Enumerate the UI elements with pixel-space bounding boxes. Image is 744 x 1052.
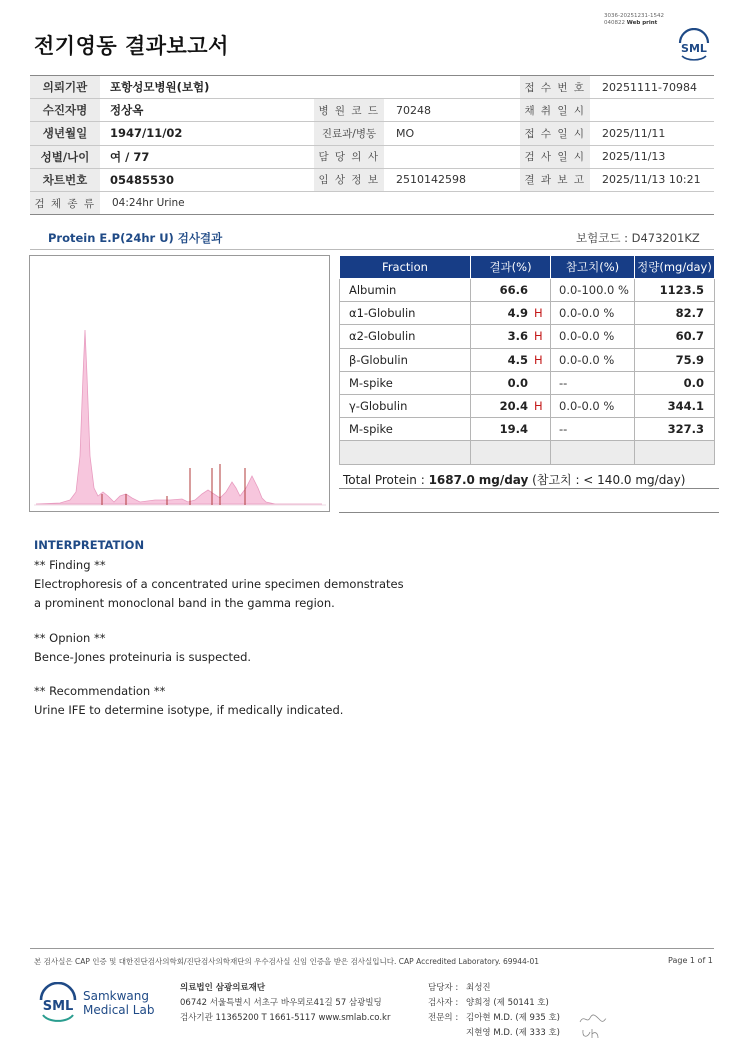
recommendation-block — [34, 682, 343, 720]
signature-image — [578, 1012, 608, 1026]
report-value: 2025/11/13 10:21 — [590, 168, 714, 191]
clinical-value: 2510142598 — [384, 168, 520, 191]
interpretation-title: INTERPRETATION — [34, 538, 145, 552]
report-title: 전기영동 결과보고서 — [34, 34, 229, 58]
fraction-result — [471, 394, 551, 417]
fraction-reference: 0.0-0.0 % — [551, 348, 635, 371]
total-label: Total Protein : — [343, 473, 429, 487]
org-address: 06742 서울특별시 서초구 바우뫼로41길 57 삼광빌딩 — [180, 998, 382, 1008]
staff-role: 전문의 : — [428, 1013, 459, 1023]
fraction-result — [471, 325, 551, 348]
test-date-value: 2025/11/13 — [590, 145, 714, 168]
col-fraction: Fraction — [340, 256, 471, 279]
fraction-amount: 0.0 — [635, 371, 715, 394]
divider — [339, 512, 719, 513]
result-value: 19.4 — [499, 422, 528, 437]
print-code-line: 040822 — [604, 20, 625, 26]
opinion-block — [34, 629, 251, 667]
lab-brand-line: Samkwang — [83, 989, 149, 1003]
result-value: 3.6 — [507, 329, 528, 344]
chart-no-value: 05485530 — [100, 168, 314, 191]
recv-no-value: 20251111-70984 — [590, 76, 714, 99]
info-row — [30, 76, 714, 99]
organization-info — [180, 981, 390, 1026]
divider — [339, 488, 719, 489]
fraction-reference: 0.0-0.0 % — [551, 394, 635, 417]
staff-name: 지현영 M.D. (제 333 호) — [466, 1028, 561, 1038]
empty-cell — [551, 441, 635, 464]
req-org-value: 포항성모병원(보험) — [100, 76, 520, 99]
total-unit: mg/day — [478, 473, 529, 487]
patient-info-table — [30, 75, 714, 215]
result-value: 4.5 — [507, 352, 528, 367]
sml-logo-text: SML — [42, 999, 74, 1014]
empty-cell — [635, 441, 715, 464]
sml-logo-text: SML — [681, 42, 707, 55]
fraction-result — [471, 418, 551, 441]
staff-list — [428, 981, 560, 1041]
table-row — [340, 348, 715, 371]
fraction-reference: 0.0-0.0 % — [551, 302, 635, 325]
page-number: Page 1 of 1 — [668, 956, 713, 965]
finding-block — [34, 556, 404, 613]
staff-name: 최성진 — [466, 983, 491, 993]
sex-age-value: 여 / 77 — [100, 145, 314, 168]
opinion-heading: ** Opnion ** — [34, 631, 106, 645]
electrophoresis-graph — [29, 255, 330, 512]
electrophoresis-curve-svg — [30, 256, 329, 511]
table-row — [340, 302, 715, 325]
org-contact: 검사기관 11365200 T 1661-5117 www.smlab.co.kr — [180, 1013, 391, 1023]
high-flag: H — [534, 329, 543, 344]
section-divider — [30, 249, 714, 250]
opinion-text: Bence-Jones proteinuria is suspected. — [34, 650, 252, 664]
col-amount: 정량(mg/day) — [635, 256, 715, 279]
col-result: 결과(%) — [471, 256, 551, 279]
empty-cell — [471, 441, 551, 464]
total-value: 1687.0 — [428, 473, 475, 487]
collect-date-value — [590, 99, 714, 122]
fraction-result — [471, 302, 551, 325]
fraction-name: γ-Globulin — [340, 394, 471, 417]
org-name: 의료법인 삼광의료재단 — [180, 983, 266, 993]
staff-row — [428, 1026, 560, 1041]
fraction-result — [471, 371, 551, 394]
high-flag: H — [534, 352, 543, 367]
staff-row — [428, 981, 560, 996]
result-value: 0.0 — [507, 375, 528, 390]
fraction-amount: 327.3 — [635, 418, 715, 441]
table-row — [340, 394, 715, 417]
fraction-table — [339, 255, 715, 465]
fraction-reference: 0.0-0.0 % — [551, 325, 635, 348]
info-row — [30, 99, 714, 122]
high-flag: H — [534, 306, 543, 321]
empty-cell — [340, 441, 471, 464]
electrophoresis-curve — [36, 330, 322, 504]
staff-name: 양희정 (제 50141 호) — [466, 998, 549, 1008]
sml-logo — [37, 982, 79, 1024]
table-row — [340, 279, 715, 302]
specimen-label: 검 체 종 류 — [30, 191, 100, 214]
table-header-row — [340, 256, 715, 279]
lab-brand-line: Medical Lab — [83, 1003, 155, 1017]
dept-label: 진료과/병동 — [314, 122, 384, 145]
high-flag: H — [534, 399, 543, 414]
clinical-label: 임 상 정 보 — [314, 168, 384, 191]
dob-label: 생년월일 — [30, 122, 100, 145]
report-label: 결 과 보 고 — [520, 168, 590, 191]
result-value: 20.4 — [499, 399, 528, 414]
signature-image — [580, 1026, 604, 1040]
hosp-code-label: 병 원 코 드 — [314, 99, 384, 122]
result-value: 66.6 — [499, 283, 528, 298]
staff-row — [428, 996, 560, 1011]
recommendation-text: Urine IFE to determine isotype, if medically indicated. — [34, 703, 344, 717]
staff-role — [428, 1026, 466, 1041]
staff-role: 검사자 : — [428, 998, 459, 1008]
fraction-amount: 82.7 — [635, 302, 715, 325]
fraction-amount: 60.7 — [635, 325, 715, 348]
accreditation-note: 본 검사실은 CAP 인증 및 대한진단검사의학회/진단검사의학재단의 우수검사실 신임 인증을 받은 검사실입니다. CAP Accredited Laboratory. 69944-01 — [34, 957, 540, 966]
table-row — [340, 371, 715, 394]
fraction-name: M-spike — [340, 371, 471, 394]
table-row — [340, 325, 715, 348]
fraction-name: M-spike — [340, 418, 471, 441]
hosp-code-value: 70248 — [384, 99, 520, 122]
info-row — [30, 191, 714, 214]
dob-value: 1947/11/02 — [100, 122, 314, 145]
info-row — [30, 168, 714, 191]
total-reference: (참고치 : < 140.0 mg/day) — [532, 473, 686, 487]
finding-text: Electrophoresis of a concentrated urine specimen demonstrates — [34, 577, 404, 591]
collect-date-label: 채 취 일 시 — [520, 99, 590, 122]
fraction-name: β-Globulin — [340, 348, 471, 371]
print-code-line: 3036-20251231-1542 — [604, 13, 664, 19]
total-protein — [343, 471, 685, 488]
fraction-result — [471, 279, 551, 302]
finding-text: a prominent monoclonal band in the gamma region. — [34, 596, 335, 610]
insurance-code: 보험코드 : D473201KZ — [576, 231, 700, 245]
fraction-reference: -- — [551, 371, 635, 394]
print-code — [604, 13, 664, 27]
staff-row — [428, 1011, 560, 1026]
staff-name: 김아현 M.D. (제 935 호) — [466, 1013, 561, 1023]
col-reference: 참고치(%) — [551, 256, 635, 279]
finding-heading: ** Finding ** — [34, 558, 106, 572]
doctor-label: 담 당 의 사 — [314, 145, 384, 168]
specimen-value: 04:24hr Urine — [100, 191, 714, 214]
fraction-result — [471, 348, 551, 371]
dept-value: MO — [384, 122, 520, 145]
recv-date-label: 접 수 일 시 — [520, 122, 590, 145]
info-row — [30, 122, 714, 145]
patient-label: 수진자명 — [30, 99, 100, 122]
recv-date-value: 2025/11/11 — [590, 122, 714, 145]
footer-divider — [30, 948, 714, 949]
result-value: 4.9 — [507, 306, 528, 321]
fraction-name: Albumin — [340, 279, 471, 302]
fraction-amount: 344.1 — [635, 394, 715, 417]
print-label: Web print — [626, 20, 658, 26]
fraction-name: α1-Globulin — [340, 302, 471, 325]
fraction-amount: 75.9 — [635, 348, 715, 371]
table-row-empty — [340, 441, 715, 464]
fraction-reference: 0.0-100.0 % — [551, 279, 635, 302]
patient-value: 정상옥 — [100, 99, 314, 122]
req-org-label: 의뢰기관 — [30, 76, 100, 99]
sex-age-label: 성별/나이 — [30, 145, 100, 168]
fraction-reference: -- — [551, 418, 635, 441]
recommendation-heading: ** Recommendation ** — [34, 684, 166, 698]
fraction-amount: 1123.5 — [635, 279, 715, 302]
doctor-value — [384, 145, 520, 168]
recv-no-label: 접 수 번 호 — [520, 76, 590, 99]
lab-brand — [83, 989, 154, 1017]
chart-no-label: 차트번호 — [30, 168, 100, 191]
info-row — [30, 145, 714, 168]
staff-role: 담당자 : — [428, 983, 459, 993]
fraction-name: α2-Globulin — [340, 325, 471, 348]
test-date-label: 검 사 일 시 — [520, 145, 590, 168]
table-row — [340, 418, 715, 441]
sml-logo — [676, 28, 712, 64]
section-title: Protein E.P(24hr U) 검사결과 — [48, 231, 223, 245]
